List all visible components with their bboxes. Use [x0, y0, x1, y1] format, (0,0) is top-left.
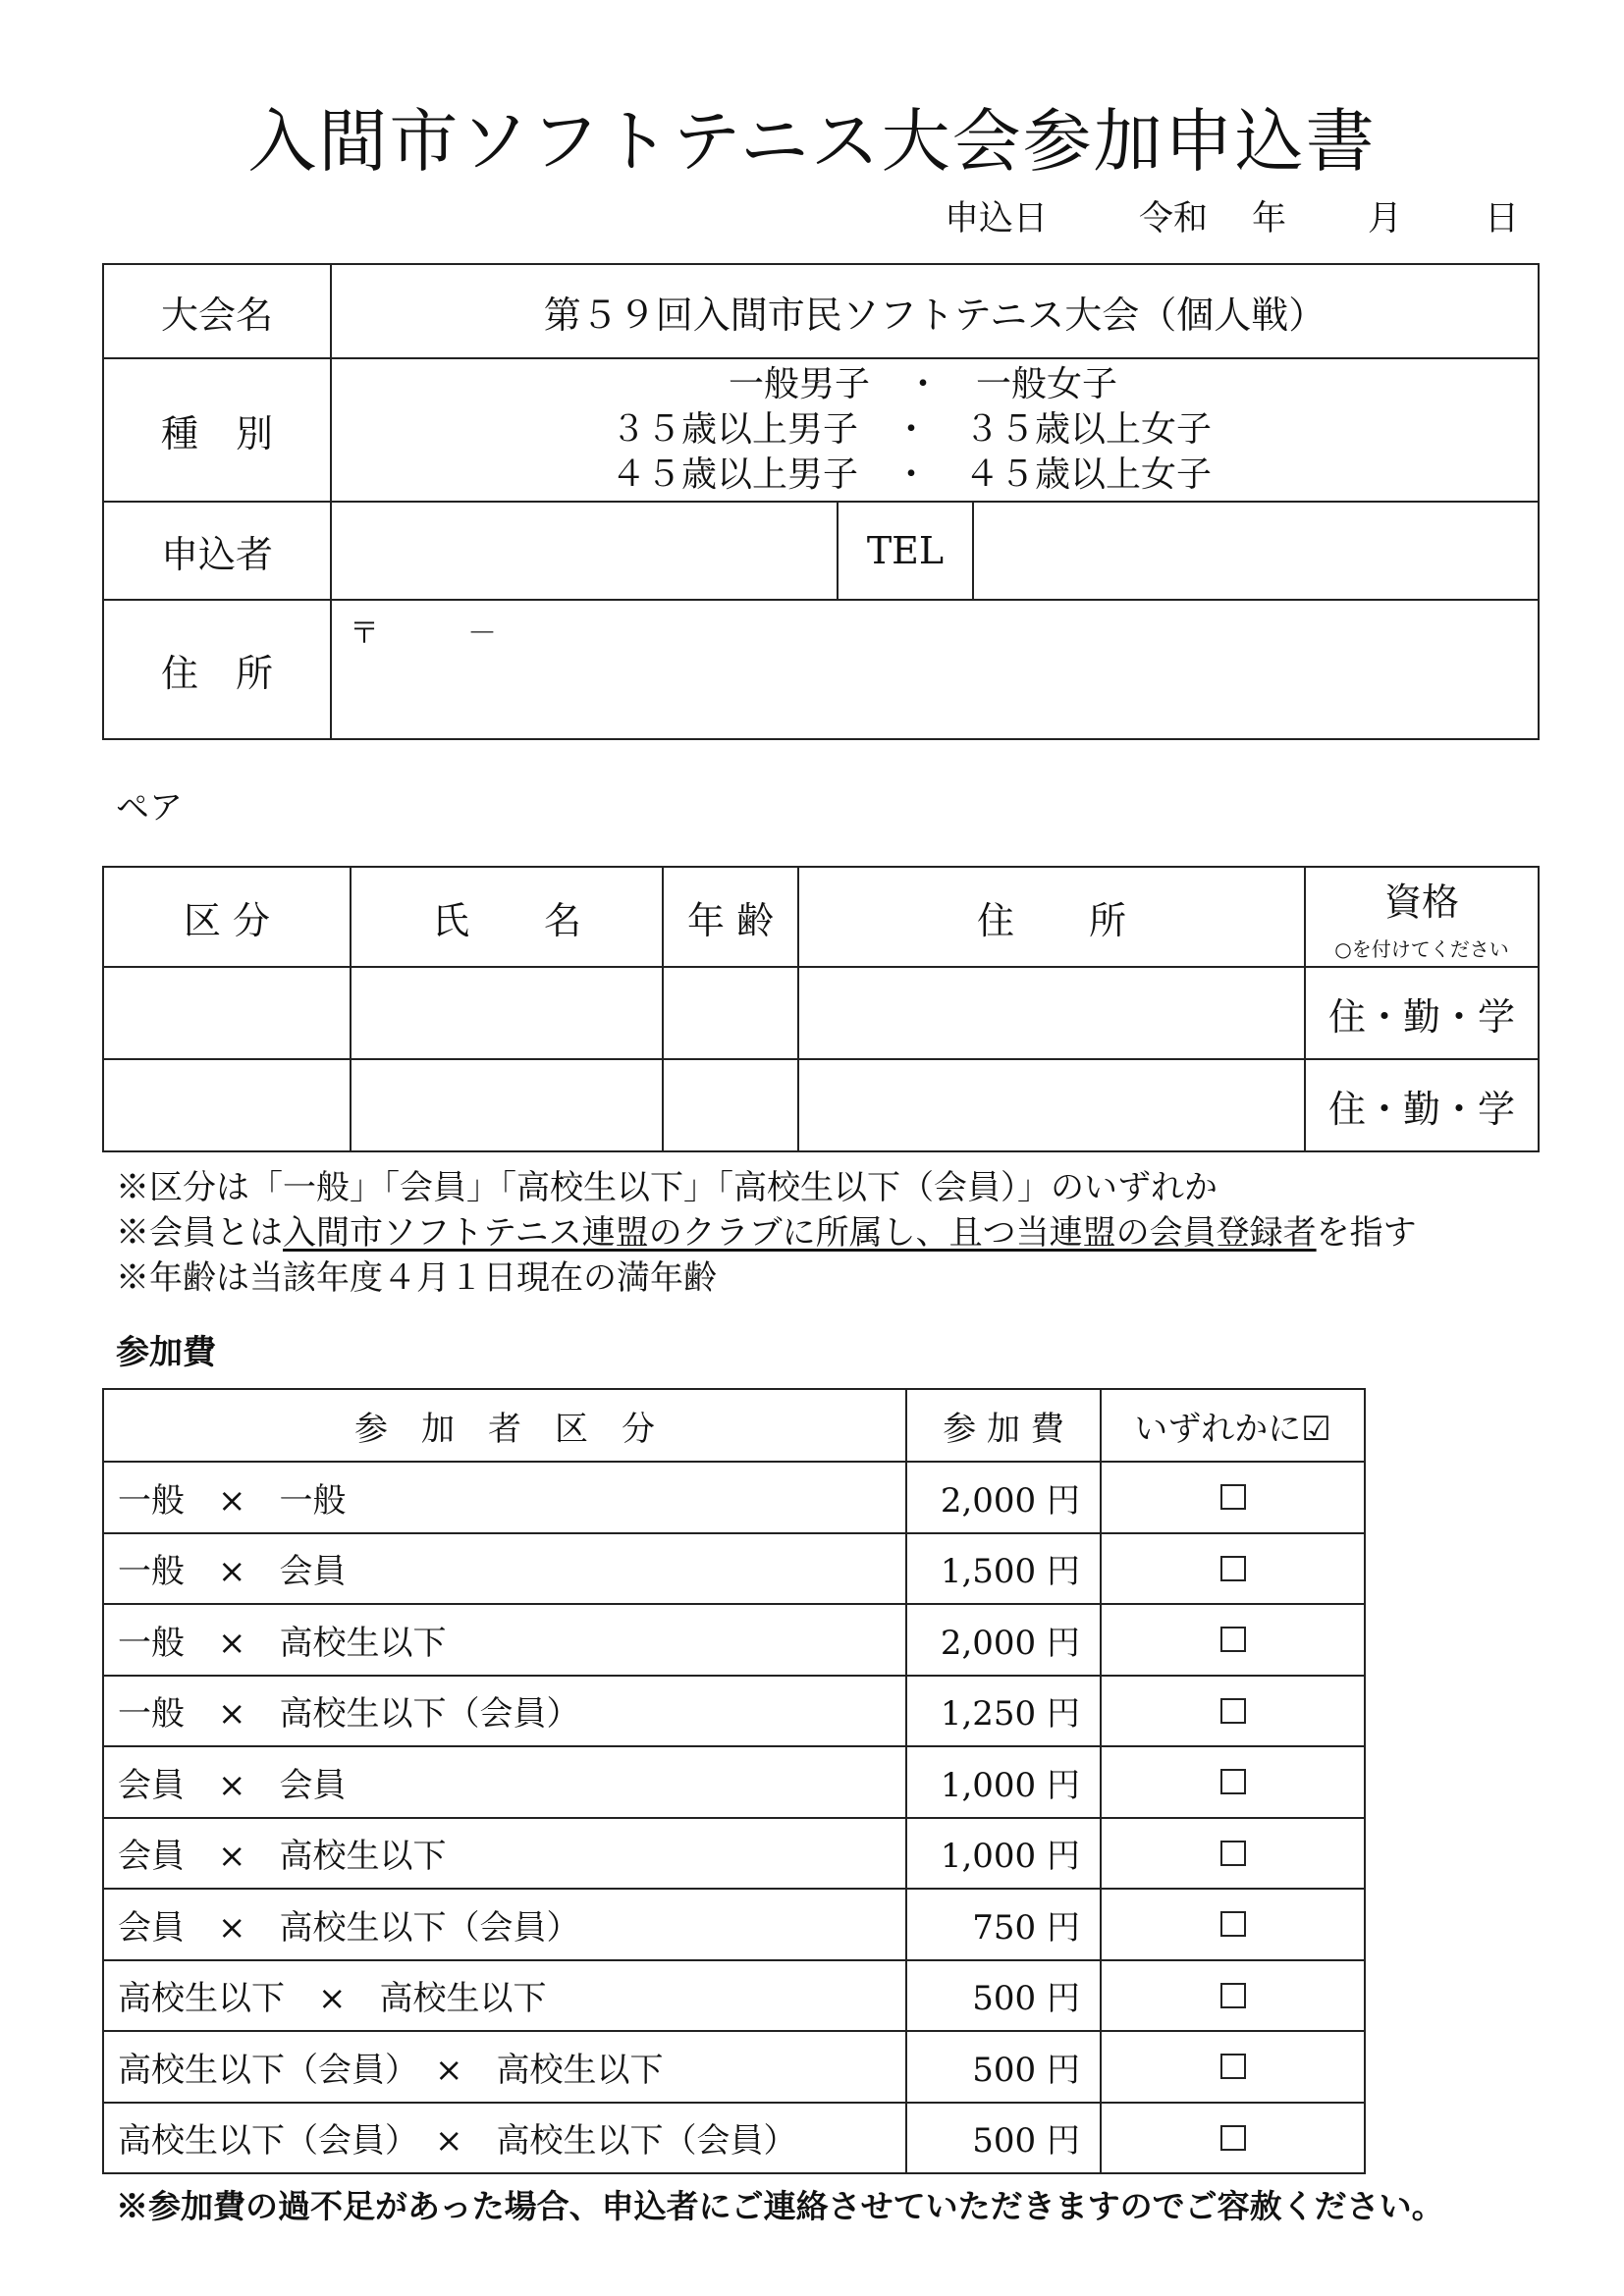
category-line-1: 一般男子 ・ 一般女子 [729, 364, 1118, 404]
fee-amount: 1,500 円 [906, 1533, 1101, 1605]
postal-mark: 〒 － [350, 616, 497, 651]
category-label: 種 別 [103, 358, 331, 502]
pair-note-2-underlined: 入間市ソフトテニス連盟のクラブに所属し、且つ当連盟の会員登録者 [283, 1213, 1317, 1253]
pair-name-field[interactable] [351, 967, 663, 1059]
fee-category: 会員 × 高校生以下 [103, 1818, 906, 1890]
fee-amount: 2,000 円 [906, 1604, 1101, 1676]
fee-checkbox[interactable] [1220, 1484, 1246, 1510]
fee-category: 一般 × 高校生以下 [103, 1604, 906, 1676]
fee-row [103, 1746, 1365, 1818]
fee-checkbox-cell [1101, 1746, 1365, 1818]
fee-row [103, 1818, 1365, 1890]
fee-row [103, 2031, 1365, 2103]
pair-qualification-options[interactable]: 住・勤・学 [1305, 967, 1539, 1059]
fee-row [103, 1676, 1365, 1747]
fee-amount: 750 円 [906, 1889, 1101, 1960]
applicant-name-field[interactable] [331, 502, 838, 600]
pair-age-field[interactable] [663, 1059, 798, 1151]
fee-amount: 1,250 円 [906, 1676, 1101, 1747]
fee-checkbox-cell [1101, 1533, 1365, 1605]
pair-note-2-end: を指す [1316, 1213, 1417, 1253]
fees-header-category: 参 加 者 区 分 [103, 1389, 906, 1462]
pair-header-name: 氏 名 [351, 867, 663, 967]
info-table [102, 263, 1540, 740]
pair-note-1: ※区分は「一般」「会員」「高校生以下」「高校生以下（会員）」のいずれか [116, 1168, 1218, 1207]
fee-checkbox-cell [1101, 1818, 1365, 1890]
pair-note-2-pre: ※会員とは [116, 1213, 283, 1253]
fee-checkbox[interactable] [1220, 1983, 1246, 2008]
pair-note-2 [116, 1205, 1417, 1254]
qualification-label: 資格 [1383, 881, 1459, 924]
page-title: 入間市ソフトテニス大会参加申込書 [247, 101, 1377, 182]
pair-division-field[interactable] [103, 1059, 351, 1151]
fee-checkbox[interactable] [1220, 1698, 1246, 1724]
fee-amount: 1,000 円 [906, 1746, 1101, 1818]
fees-footer-note: ※参加費の過不足があった場合、申込者にご連絡させていただきますのでご容赦ください。 [116, 2187, 1444, 2225]
fees-header-check: いずれかに☑ [1101, 1389, 1365, 1462]
fee-category: 高校生以下（会員） × 高校生以下 [103, 2031, 906, 2103]
pair-division-field[interactable] [103, 967, 351, 1059]
date-label: 申込日 [945, 199, 1049, 239]
fees-table [102, 1388, 1366, 2174]
fee-category: 一般 × 高校生以下（会員） [103, 1676, 906, 1747]
tel-field[interactable] [973, 502, 1539, 600]
fee-checkbox-cell [1101, 1960, 1365, 2032]
pair-address-field[interactable] [798, 967, 1305, 1059]
pair-name-field[interactable] [351, 1059, 663, 1151]
pair-qualification-options[interactable]: 住・勤・学 [1305, 1059, 1539, 1151]
fee-category: 高校生以下（会員） × 高校生以下（会員） [103, 2103, 906, 2174]
address-label: 住 所 [103, 600, 331, 739]
fee-row [103, 1889, 1365, 1960]
tel-label: TEL [838, 502, 973, 600]
fee-row [103, 1533, 1365, 1605]
pair-note-3: ※年齢は当該年度４月１日現在の満年齢 [116, 1258, 717, 1298]
fee-checkbox-cell [1101, 1676, 1365, 1747]
pair-header-division: 区 分 [103, 867, 351, 967]
fee-checkbox-cell [1101, 1889, 1365, 1960]
pair-address-field[interactable] [798, 1059, 1305, 1151]
category-line-3: ４５歳以上男子 ・ ４５歳以上女子 [611, 454, 1213, 495]
category-options[interactable] [331, 358, 1539, 502]
fee-checkbox[interactable] [1220, 1769, 1246, 1794]
tournament-label: 大会名 [103, 264, 331, 358]
fee-checkbox-cell [1101, 2031, 1365, 2103]
fees-header-fee: 参 加 費 [906, 1389, 1101, 1462]
address-field[interactable] [331, 600, 1539, 739]
fee-checkbox[interactable] [1220, 1841, 1246, 1866]
fee-checkbox[interactable] [1220, 1627, 1246, 1652]
tournament-value: 第５９回入間市民ソフトテニス大会（個人戦） [331, 264, 1539, 358]
fee-row [103, 1604, 1365, 1676]
fee-amount: 500 円 [906, 2031, 1101, 2103]
fee-row [103, 2103, 1365, 2174]
category-line-2: ３５歳以上男子 ・ ３５歳以上女子 [611, 409, 1213, 450]
pair-row [103, 1059, 1539, 1151]
fee-amount: 2,000 円 [906, 1462, 1101, 1533]
fee-category: 会員 × 高校生以下（会員） [103, 1889, 906, 1960]
pair-header-address: 住 所 [798, 867, 1305, 967]
pair-table [102, 866, 1540, 1152]
fee-checkbox[interactable] [1220, 1911, 1246, 1937]
fee-checkbox-cell [1101, 1462, 1365, 1533]
date-day: 日 [1485, 199, 1520, 239]
fee-checkbox[interactable] [1220, 2125, 1246, 2151]
date-year: 年 [1252, 199, 1287, 239]
fee-checkbox[interactable] [1220, 1556, 1246, 1581]
fees-heading: 参加費 [116, 1333, 216, 1372]
fee-category: 会員 × 会員 [103, 1746, 906, 1818]
pair-age-field[interactable] [663, 967, 798, 1059]
pair-header-qualification [1305, 867, 1539, 967]
fee-checkbox-cell [1101, 2103, 1365, 2174]
pair-header-age: 年 齢 [663, 867, 798, 967]
date-month: 月 [1368, 199, 1403, 239]
fee-amount: 1,000 円 [906, 1818, 1101, 1890]
fee-category: 高校生以下 × 高校生以下 [103, 1960, 906, 2032]
fee-row [103, 1960, 1365, 2032]
fee-category: 一般 × 一般 [103, 1462, 906, 1533]
fee-amount: 500 円 [906, 1960, 1101, 2032]
fee-category: 一般 × 会員 [103, 1533, 906, 1605]
fee-checkbox[interactable] [1220, 2054, 1246, 2079]
qualification-note: ○を付けてください [1334, 937, 1509, 961]
pair-heading: ペア [116, 788, 183, 828]
date-era: 令和 [1139, 199, 1209, 239]
applicant-label: 申込者 [103, 502, 331, 600]
fee-amount: 500 円 [906, 2103, 1101, 2174]
fee-row [103, 1462, 1365, 1533]
pair-row [103, 967, 1539, 1059]
fee-checkbox-cell [1101, 1604, 1365, 1676]
